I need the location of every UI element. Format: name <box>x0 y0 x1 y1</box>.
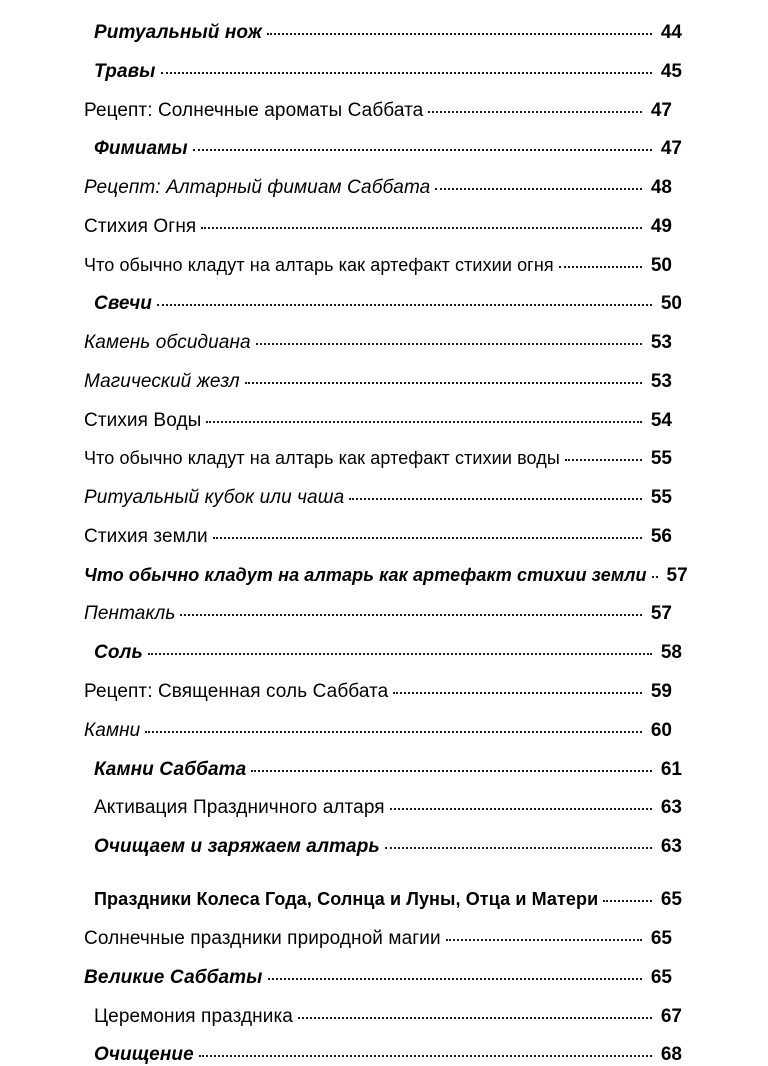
toc-entry-page-number: 61 <box>660 758 682 780</box>
toc-entry-page-number: 50 <box>660 293 682 315</box>
toc-entry-title: Пентакль <box>84 603 176 625</box>
toc-entry[interactable] <box>84 642 682 663</box>
toc-entry-page-number: 56 <box>650 525 672 547</box>
toc-entry[interactable] <box>84 371 672 392</box>
toc-entry[interactable] <box>84 22 682 43</box>
toc-entry[interactable] <box>84 216 672 237</box>
toc-leader-dots <box>268 978 642 980</box>
toc-entry-page-number: 45 <box>660 60 682 82</box>
toc-entry-page-number: 47 <box>650 99 672 121</box>
toc-entry-title: Камни <box>84 719 141 741</box>
toc-leader-dots <box>385 847 652 849</box>
toc-entry[interactable] <box>84 603 672 624</box>
toc-entry[interactable] <box>84 293 682 314</box>
toc-entry-page-number: 49 <box>650 215 672 237</box>
toc-entry-title: Что обычно кладут на алтарь как артефакт стихии земли <box>84 564 647 585</box>
toc-leader-dots <box>435 188 642 190</box>
toc-entry-page-number: 68 <box>660 1044 682 1066</box>
toc-leader-dots <box>256 343 642 345</box>
toc-entry-title: Ритуальный кубок или чаша <box>84 487 345 509</box>
toc-entry[interactable] <box>84 836 682 857</box>
toc-entry[interactable] <box>84 255 672 276</box>
toc-entry-page-number: 65 <box>650 966 672 988</box>
toc-entry-page-number: 50 <box>650 254 672 276</box>
toc-leader-dots <box>349 498 642 500</box>
toc-entry-title: Активация Праздничного алтаря <box>94 797 385 819</box>
toc-entry-page-number: 53 <box>650 370 672 392</box>
toc-leader-dots <box>245 382 642 384</box>
toc-entry-page-number: 57 <box>650 603 672 625</box>
toc-leader-dots <box>199 1055 652 1057</box>
toc-entry-title: Соль <box>94 642 143 664</box>
toc-leader-dots <box>206 421 642 423</box>
toc-entry-page-number: 63 <box>660 836 682 858</box>
toc-leader-dots <box>145 731 642 733</box>
toc-entry-title: Ритуальный нож <box>94 22 262 43</box>
toc-entry[interactable] <box>84 967 672 988</box>
toc-entry-page-number: 55 <box>650 448 672 470</box>
toc-entry[interactable] <box>84 928 672 949</box>
toc-leader-dots <box>446 939 642 941</box>
toc-leader-dots <box>559 266 642 268</box>
toc-entry-title: Стихия Воды <box>84 409 202 431</box>
toc-leader-dots <box>193 149 652 151</box>
toc-leader-dots <box>157 304 652 306</box>
toc-entry[interactable] <box>84 448 672 469</box>
toc-leader-dots <box>393 692 642 694</box>
toc-entry[interactable] <box>84 759 682 780</box>
toc-entry-title: Фимиамы <box>94 138 188 160</box>
toc-entry-title: Что обычно кладут на алтарь как артефакт стихии воды <box>84 448 560 469</box>
toc-leader-dots <box>201 227 642 229</box>
toc-leader-dots <box>251 770 652 772</box>
toc-entry-title: Стихия Огня <box>84 215 197 237</box>
toc-leader-dots <box>148 653 652 655</box>
toc-entry-title: Солнечные праздники природной магии <box>84 928 441 950</box>
toc-entry-title: Рецепт: Алтарный фимиам Саббата <box>84 177 431 199</box>
toc-leader-dots <box>267 33 652 35</box>
toc-entry-page-number: 44 <box>660 22 682 43</box>
toc-entry-page-number: 59 <box>650 681 672 703</box>
toc-entry-page-number: 65 <box>660 889 682 911</box>
toc-entry-title: Очищаем и заряжаем алтарь <box>94 836 380 858</box>
toc-entry-title: Магический жезл <box>84 370 240 392</box>
toc-entry[interactable] <box>84 797 682 818</box>
toc-entry-title: Великие Саббаты <box>84 966 263 988</box>
toc-entry-title: Камень обсидиана <box>84 332 251 354</box>
toc-entry-page-number: 58 <box>660 642 682 664</box>
toc-entry[interactable] <box>84 889 682 910</box>
toc-entry-title: Травы <box>94 60 156 82</box>
toc-entry-title: Очищение <box>94 1044 194 1066</box>
toc-entry-page-number: 55 <box>650 487 672 509</box>
toc-entry[interactable] <box>84 487 672 508</box>
toc-entry[interactable] <box>84 720 672 741</box>
toc-entry[interactable] <box>84 681 672 702</box>
toc-entry-page-number: 65 <box>650 928 672 950</box>
toc-leader-dots <box>161 72 652 74</box>
toc-entry-title: Что обычно кладут на алтарь как артефакт стихии огня <box>84 254 554 275</box>
toc-entry-page-number: 47 <box>660 138 682 160</box>
toc-entry[interactable] <box>84 564 688 586</box>
toc-entry[interactable] <box>84 100 672 121</box>
toc-entry-title: Рецепт: Священная соль Саббата <box>84 681 389 703</box>
toc-entry-page-number: 67 <box>660 1005 682 1027</box>
toc-leader-dots <box>428 111 642 113</box>
toc-leader-dots <box>180 614 642 616</box>
toc-leader-dots <box>298 1017 652 1019</box>
toc-entry-page-number: 60 <box>650 719 672 741</box>
toc-entry-title: Церемония праздника <box>94 1005 293 1027</box>
toc-entry-title: Праздники Колеса Года, Солнца и Луны, Отца и Матери <box>94 889 599 910</box>
toc-leader-dots <box>213 537 642 539</box>
toc-leader-dots <box>603 900 652 902</box>
toc-entry[interactable] <box>84 526 672 547</box>
toc-entry[interactable] <box>84 177 672 198</box>
toc-leader-dots <box>652 576 658 578</box>
toc-entry-page-number: 63 <box>660 797 682 819</box>
toc-entry-title: Камни Саббата <box>94 758 247 780</box>
toc-entry-title: Стихия земли <box>84 525 208 547</box>
toc-entry-page-number: 53 <box>650 332 672 354</box>
toc-entry-title: Свечи <box>94 293 153 315</box>
toc-leader-dots <box>565 459 642 461</box>
toc-entry[interactable] <box>84 332 672 353</box>
toc-entry-page-number: 54 <box>650 409 672 431</box>
toc-entry-title: Рецепт: Солнечные ароматы Саббата <box>84 99 424 121</box>
toc-entry[interactable] <box>84 1044 682 1065</box>
toc-entry-page-number: 57 <box>666 564 688 586</box>
toc-entry[interactable] <box>84 61 682 82</box>
toc-entry-page-number: 48 <box>650 177 672 199</box>
toc-leader-dots <box>390 808 652 810</box>
toc-entry[interactable] <box>84 410 672 431</box>
toc-entry[interactable] <box>84 138 682 159</box>
